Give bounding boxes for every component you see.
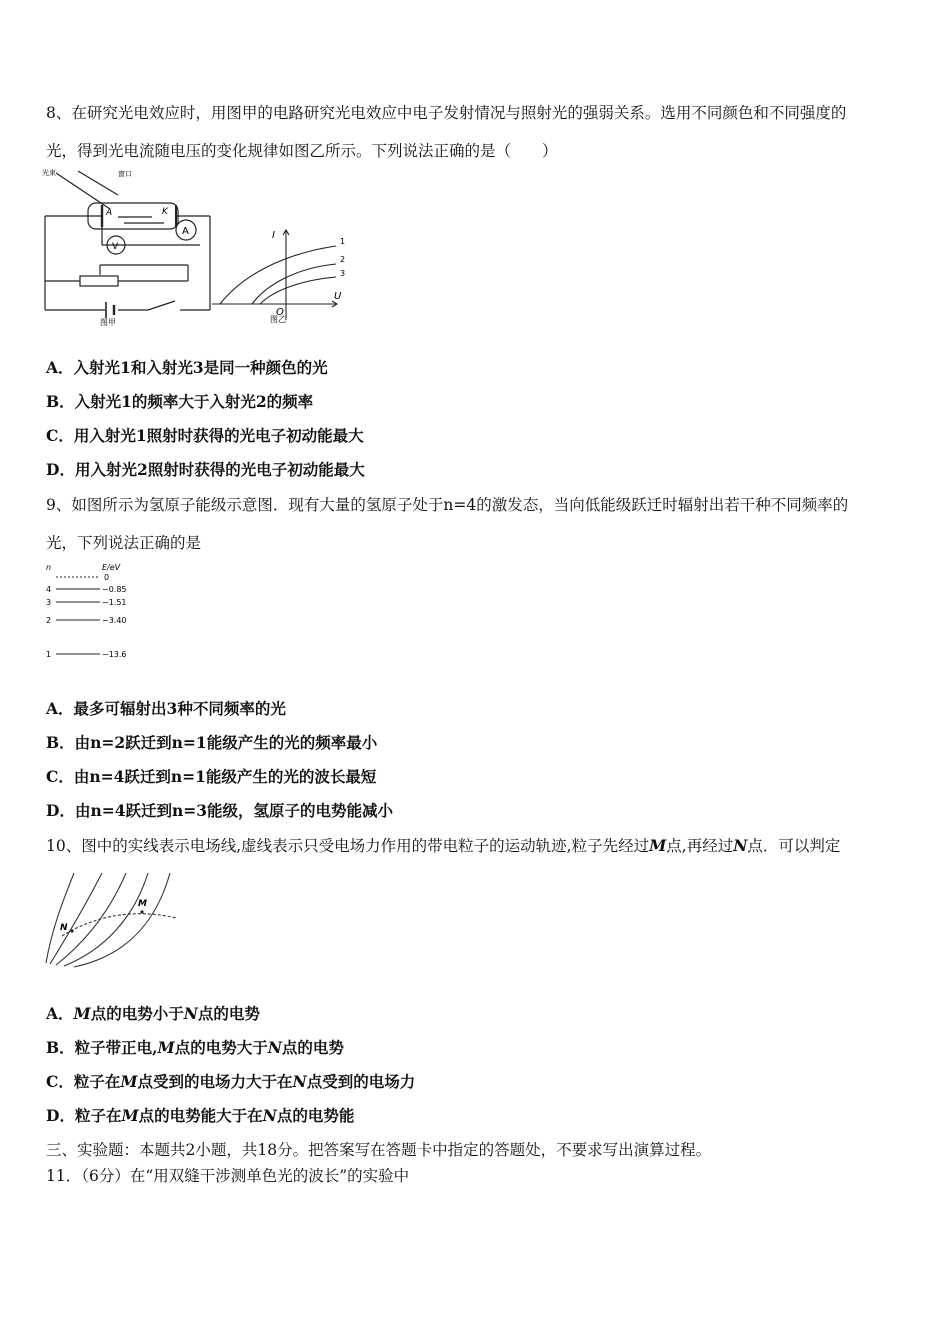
point-n-label: N xyxy=(60,923,68,933)
level-1-energy: −13.6 xyxy=(102,650,127,659)
q11-stem: 11．（6分）在“用双缝干涉测单色光的波长”的实验中 xyxy=(46,1167,410,1185)
anode-label: A xyxy=(106,208,113,218)
q10-stem: 10、图中的实线表示电场线,虚线表示只受电场力作用的带电粒子的运动轨迹,粒子先经过M点,再经过N点．可以判定 xyxy=(46,836,841,855)
level-1-n: 1 xyxy=(46,650,52,659)
level-3-energy: −1.51 xyxy=(102,598,127,607)
figure-b-caption: 图乙 xyxy=(270,315,286,324)
level-4-energy: −0.85 xyxy=(102,585,127,594)
level-2-n: 2 xyxy=(46,616,52,625)
level-inf-energy: 0 xyxy=(104,573,110,582)
curve-3-label: 3 xyxy=(340,269,346,278)
axis-i-label: I xyxy=(272,230,275,241)
curve-2-label: 2 xyxy=(340,255,346,264)
section-3-heading: 三、实验题：本题共2小题，共18分。把答案写在答题卡中指定的答题处，不要求写出演算过程。 xyxy=(46,1141,712,1159)
light-beam-label: 光束 xyxy=(42,169,56,177)
q8-stem-line1: 8、在研究光电效应时，用图甲的电路研究光电效应中电子发射情况与照射光的强弱关系。选用不同颜色和不同强度的 xyxy=(46,104,847,122)
level-3-n: 3 xyxy=(46,598,52,607)
q10-option-b[interactable]: B．粒子带正电,M点的电势大于N点的电势 xyxy=(46,1038,344,1057)
q9-stem-line2: 光，下列说法正确的是 xyxy=(46,534,202,552)
origin-label: O xyxy=(276,307,284,318)
point-m-label: M xyxy=(138,899,147,909)
q8-option-b[interactable]: B．入射光1的频率大于入射光2的频率 xyxy=(46,392,314,411)
energy-level-diagram xyxy=(44,560,144,664)
q9-option-b[interactable]: B．由n=2跃迁到n=1能级产生的光的频率最小 xyxy=(46,733,378,752)
q8-option-d[interactable]: D．用入射光2照射时获得的光电子初动能最大 xyxy=(46,460,365,479)
field-lines-figure xyxy=(44,868,179,968)
q9-option-d[interactable]: D．由n=4跃迁到n=3能级，氢原子的电势能减小 xyxy=(46,801,394,820)
axis-u-label: U xyxy=(334,291,342,302)
window-label: 窗口 xyxy=(118,170,132,178)
ammeter-label: A xyxy=(182,226,189,237)
q9-option-c[interactable]: C．由n=4跃迁到n=1能级产生的光的波长最短 xyxy=(46,767,377,786)
level-n-header: n xyxy=(46,563,52,572)
q8-option-c[interactable]: C．用入射光1照射时获得的光电子初动能最大 xyxy=(46,426,364,445)
q10-option-a[interactable]: A．M点的电势小于N点的电势 xyxy=(46,1004,260,1023)
q10-option-d[interactable]: D．粒子在M点的电势能大于在N点的电势能 xyxy=(46,1106,355,1125)
q8-iu-graph xyxy=(212,224,352,324)
q9-stem-line1: 9、如图所示为氢原子能级示意图．现有大量的氢原子处于n=4的激发态，当向低能级跃迁时辐射出若干种不同频率的 xyxy=(46,496,849,514)
q8-circuit-figure xyxy=(40,165,220,330)
cathode-label: K xyxy=(162,207,168,217)
voltmeter-label: V xyxy=(112,242,119,252)
level-4-n: 4 xyxy=(46,585,52,594)
q10-option-c[interactable]: C．粒子在M点受到的电场力大于在N点受到的电场力 xyxy=(46,1072,416,1091)
q8-option-a[interactable]: A．入射光1和入射光3是同一种颜色的光 xyxy=(46,358,328,377)
curve-1-label: 1 xyxy=(340,237,346,246)
level-e-header: E/eV xyxy=(102,563,121,572)
level-2-energy: −3.40 xyxy=(102,616,127,625)
figure-a-caption: 图甲 xyxy=(100,318,116,327)
q8-stem-line2: 光，得到光电流随电压的变化规律如图乙所示。下列说法正确的是（ ） xyxy=(46,142,558,160)
q9-option-a[interactable]: A．最多可辐射出3种不同频率的光 xyxy=(46,699,286,718)
